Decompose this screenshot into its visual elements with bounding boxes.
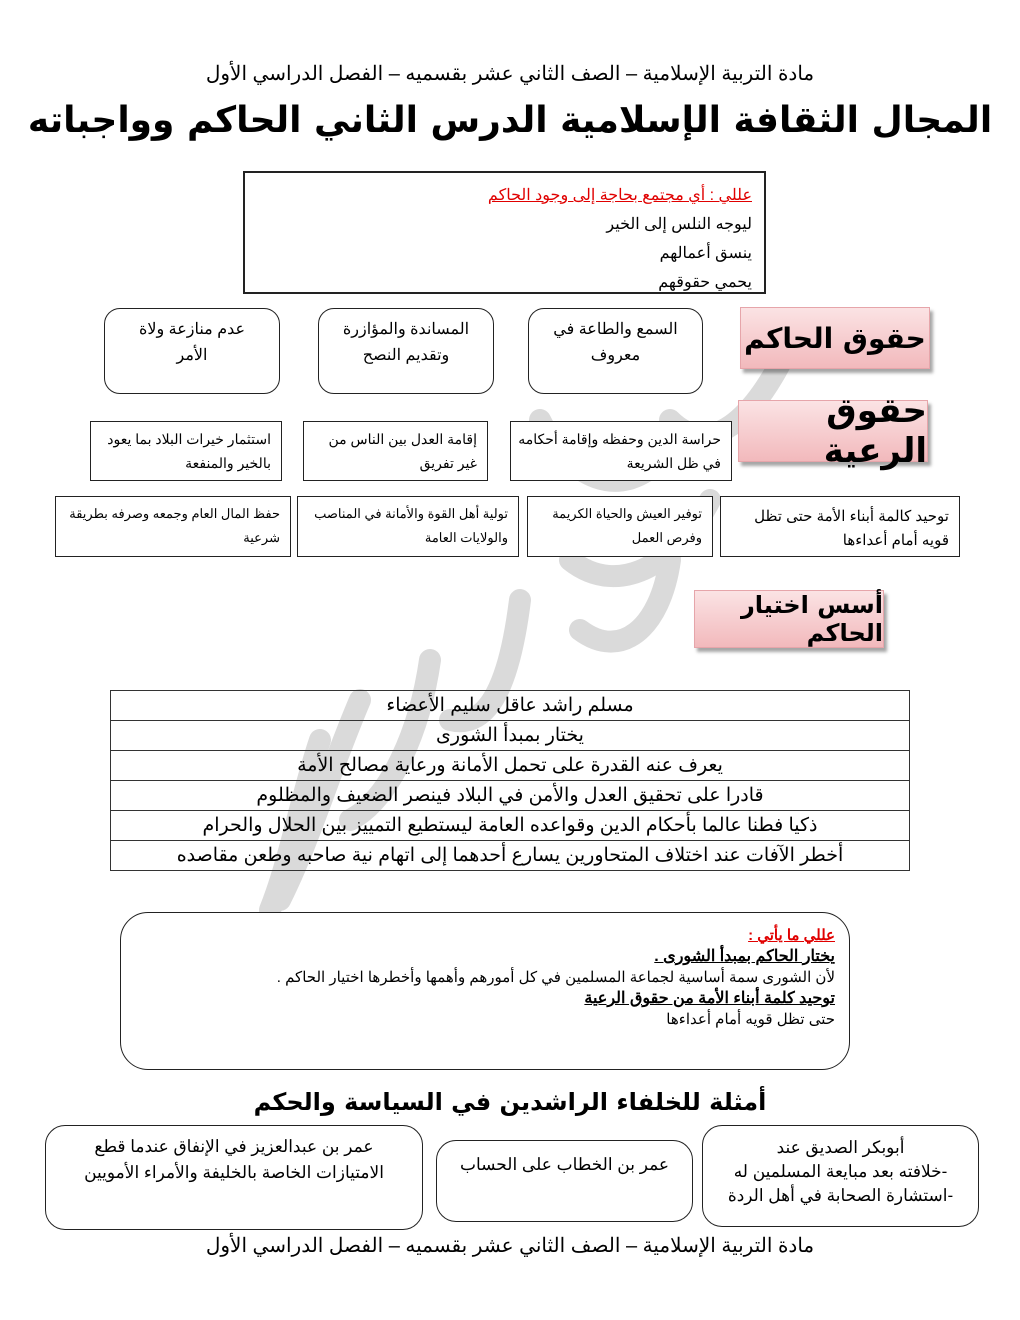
explain-heading: عللي ما يأتي : bbox=[748, 927, 835, 944]
subject-rights-label: حقوق الرعية bbox=[738, 400, 928, 462]
ruler-right-text: السمع والطاعة في معروف bbox=[553, 321, 678, 364]
ruler-right-text: عدم منازعة ولاة الأمر bbox=[138, 321, 246, 364]
selection-basis-label: أسس اختيار الحاكم bbox=[694, 590, 884, 648]
table-cell: أخطر الآفات عند اختلاف المتحاورين يسارع أحدهما إلى اتهام نية صاحبه وطعن مقاصده bbox=[111, 841, 910, 871]
example-line: -استشارة الصحابة في أهل الردة bbox=[727, 1186, 954, 1205]
table-cell: يعرف عنه القدرة على تحمل الأمانة ورعاية مصالح الأمة bbox=[111, 751, 910, 781]
table-row bbox=[111, 781, 910, 811]
table-row bbox=[111, 691, 910, 721]
example-umar: عمر بن الخطاب على الحساب bbox=[436, 1140, 693, 1222]
why-ruler-answer: ينسق أعمالهم bbox=[659, 245, 752, 262]
why-ruler-answer: يحمي حقوقهم bbox=[658, 274, 752, 291]
table-cell: ذكيا فطنا عالما بأحكام الدين وقواعده العامة ليستطيع التمييز بين الحلال والحرام bbox=[111, 811, 910, 841]
table-row bbox=[111, 811, 910, 841]
ruler-right-item bbox=[318, 308, 494, 394]
ruler-right-item bbox=[528, 308, 703, 394]
explain-answer-1: لأن الشورى سمة أساسية لجماعة المسلمين في كل أمورهم وأهمها وأخطرها اختيار الحاكم . bbox=[276, 969, 835, 986]
why-ruler-question: عللي : أي مجتمع بحاجة إلى وجود الحاكم bbox=[487, 187, 752, 204]
examples-title: أمثلة للخلفاء الراشدين في السياسة والحكم bbox=[253, 1088, 767, 1116]
ruler-rights-label: حقوق الحاكم bbox=[740, 307, 930, 369]
subject-right-item: حفظ المال العام وجمعه وصرفه بطريقة شرعية bbox=[55, 496, 291, 557]
page-title: المجال الثقافة الإسلامية الدرس الثاني الحاكم وواجباته bbox=[27, 100, 993, 141]
example-umar-abdulaziz: عمر بن عبدالعزيز في الإنفاق عندما قطع الامتيازات الخاصة بالخليفة والأمراء الأمويين bbox=[45, 1125, 423, 1230]
subject-right-item: إقامة العدل بين الناس من غير تفريق bbox=[303, 421, 488, 481]
table-row bbox=[111, 841, 910, 871]
ruler-right-item bbox=[104, 308, 280, 394]
subject-footer: مادة التربية الإسلامية – الصف الثاني عشر بقسميه – الفصل الدراسي الأول bbox=[205, 1235, 815, 1257]
subject-right-item: توحيد كالمة أبناء الأمة حتى تظل قويه أمام أعداءها bbox=[720, 496, 960, 557]
explain-question-2: توحيد كلمة أبناء الأمة من حقوق الرعية bbox=[584, 990, 835, 1007]
why-ruler-box bbox=[243, 171, 766, 294]
example-abubakr bbox=[702, 1125, 979, 1227]
explain-question-1: يختار الحاكم بمبدأ الشورى . bbox=[654, 948, 835, 965]
subject-header: مادة التربية الإسلامية – الصف الثاني عشر بقسميه – الفصل الدراسي الأول bbox=[205, 63, 815, 85]
explain-box bbox=[120, 912, 850, 1070]
ruler-right-text: المساندة والمؤازرة وتقديم النصح bbox=[342, 321, 470, 364]
subject-right-item: تولية أهل القوة والأمانة في المناصب والولايات العامة bbox=[297, 496, 519, 557]
explain-answer-2: حتى تظل قويه أمام أعداءها bbox=[666, 1011, 835, 1028]
selection-basis-table bbox=[110, 690, 910, 871]
subject-right-item: توفير العيش والحياة الكريمة وفرص العمل bbox=[527, 496, 713, 557]
why-ruler-answer: ليوجه النلس إلى الخير bbox=[606, 216, 752, 233]
table-cell: قادرا على تحقيق العدل والأمن في البلاد فينصر الضعيف والمظلوم bbox=[111, 781, 910, 811]
subject-right-item: استثمار خيرات البلاد بما يعود بالخير والمنفعة bbox=[90, 421, 282, 481]
table-row bbox=[111, 751, 910, 781]
table-cell: يختار بمبدأ الشورى bbox=[111, 721, 910, 751]
table-row bbox=[111, 721, 910, 751]
subject-right-item: حراسة الدين وحفظه وإقامة أحكامه في ظل الشريعة bbox=[510, 421, 732, 481]
example-line: أبوبكر الصديق عند bbox=[776, 1138, 905, 1157]
example-line: -خلافته بعد مبايعة المسلمين له bbox=[733, 1162, 948, 1181]
table-cell: مسلم راشد عاقل سليم الأعضاء bbox=[111, 691, 910, 721]
